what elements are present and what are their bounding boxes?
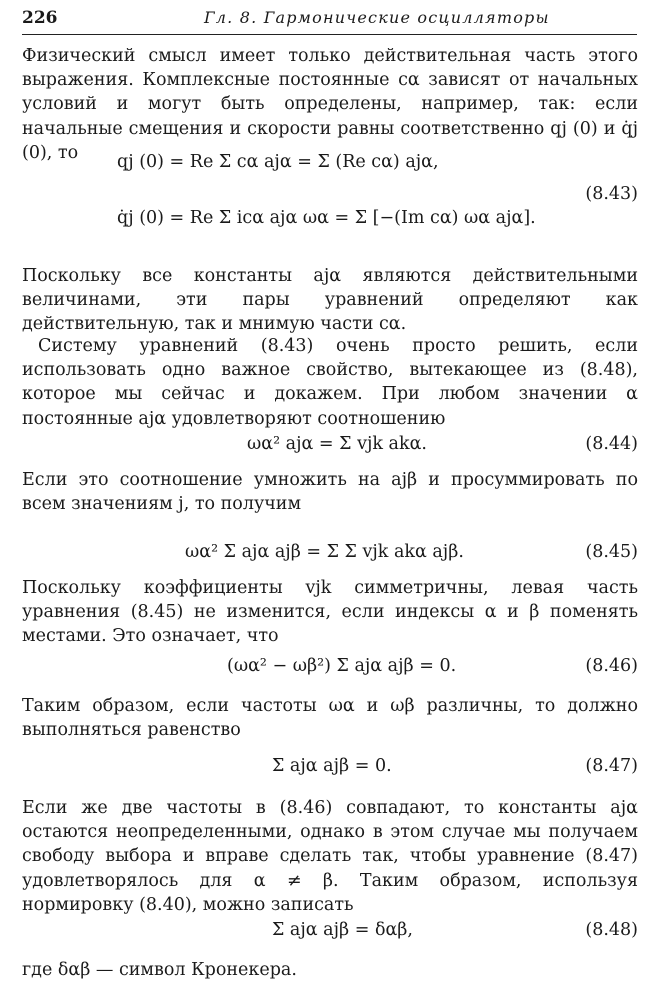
- equation-number: (8.46): [585, 656, 638, 676]
- paragraph-6: [22, 694, 638, 742]
- paragraph-7: [22, 796, 638, 917]
- equation-8-43: [22, 148, 638, 260]
- paragraph-5-text: Поскольку коэффициенты vjk симметричны, левая часть уравнения (8.45) не изменится, если индексы α и β поменять местами. Это означает, что: [22, 578, 638, 647]
- page-header: [22, 6, 637, 35]
- page-number: 226: [22, 8, 58, 28]
- paragraph-4: [22, 468, 638, 516]
- equation-number: (8.47): [585, 756, 638, 776]
- running-head: Гл. 8. Гармонические осцилляторы: [204, 8, 550, 27]
- paragraph-4-text: Если это соотношение умножить на ajβ и просуммировать по всем значениям j, то получим: [22, 470, 638, 515]
- paragraph-8-text: где δαβ — символ Кронекера.: [22, 960, 297, 980]
- paragraph-8: [22, 958, 638, 982]
- paragraph-5: [22, 576, 638, 649]
- paragraph-7-text: Если же две частоты в (8.46) совпадают, то константы ajα остаются неопределенными, однако в этом случае мы получаем свободу выбора и вправе сделать так, чтобы уравнение (8.47) удовлетворялось для α ≠ β. Таким образом, используя нормировку (8.40), можно записать: [22, 798, 638, 915]
- equation-number: (8.44): [585, 434, 638, 454]
- equation-8-47: [22, 742, 638, 802]
- paragraph-1: [22, 44, 638, 165]
- paragraph-1-text: Физический смысл имеет только действительная часть этого выражения. Комплексные постоянные cα зависят от начальных условий и могут быть определены, например, так: если начальные смещения и скорости равны соответственно qj (0) и q̇j (0), то: [22, 46, 638, 163]
- equation-8-43-line-1: qj (0) = Re Σ cα ajα = Σ (Re cα) ajα,: [117, 152, 439, 172]
- equation-number: (8.43): [585, 184, 638, 204]
- paragraph-2-text: Поскольку все константы ajα являются действительными величинами, эти пары уравнений определяют как действительную, так и мнимую части cα.: [22, 266, 638, 335]
- equation-8-46: [22, 642, 638, 702]
- equation-8-48: [22, 906, 638, 966]
- equation-8-44-expr: ωα² ajα = Σ vjk akα.: [247, 434, 427, 454]
- equation-8-48-expr: Σ ajα ajβ = δαβ,: [272, 920, 413, 940]
- equation-8-47-expr: Σ ajα ajβ = 0.: [272, 756, 392, 776]
- paragraph-3: [22, 334, 638, 431]
- equation-8-43-line-2: q̇j (0) = Re Σ icα ajα ωα = Σ [−(Im cα) ωα ajα].: [117, 208, 536, 228]
- paragraph-3-text: Систему уравнений (8.43) очень просто решить, если использовать одно важное свойство, вытекающее из (8.48), которое мы сейчас и докажем. При любом значении α постоянные ajα удовлетворяют соотношению: [22, 336, 638, 429]
- equation-number: (8.48): [585, 920, 638, 940]
- equation-8-46-expr: (ωα² − ωβ²) Σ ajα ajβ = 0.: [227, 656, 457, 676]
- equation-number: (8.45): [585, 542, 638, 562]
- paragraph-6-text: Таким образом, если частоты ωα и ωβ различны, то должно выполняться равенство: [22, 696, 638, 741]
- equation-8-45-expr: ωα² Σ ajα ajβ = Σ Σ vjk akα ajβ.: [185, 542, 464, 562]
- paragraph-2: [22, 264, 638, 337]
